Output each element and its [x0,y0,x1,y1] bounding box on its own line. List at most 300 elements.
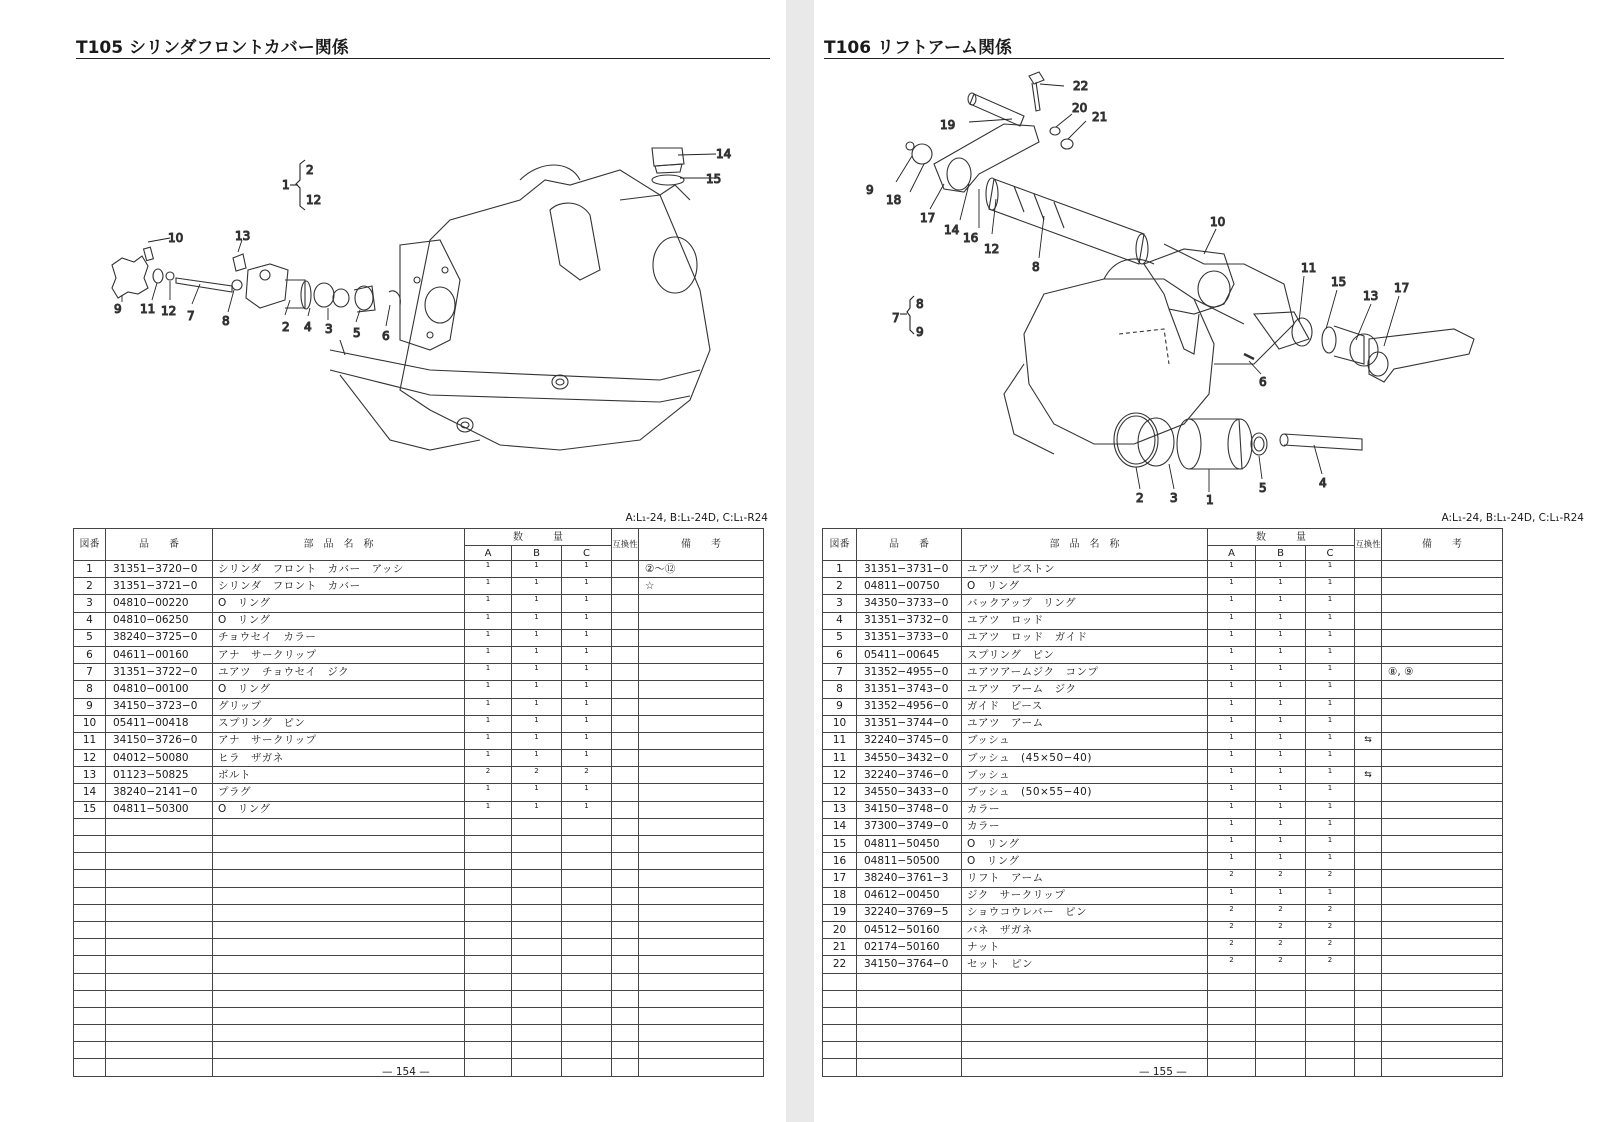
cell-no: 10 [823,715,857,732]
cell-a: 1 [1208,887,1256,904]
cell-no: 9 [74,698,106,715]
cell-c: 1 [1306,887,1355,904]
cell-part: 34150−3726−0 [106,732,213,749]
cell-a: 1 [465,561,512,578]
cell-part: 04810−00100 [106,681,213,698]
cell-c: 2 [1306,939,1355,956]
callout-3: 3 [1170,491,1178,505]
table-row [74,681,764,698]
cell-swap: ⇆ [1355,732,1382,749]
arm-shaft-drawing [986,178,1148,264]
cell-swap [1355,1007,1382,1024]
page-title: T105 シリンダフロントカバー関係 [76,38,349,58]
cell-swap [612,784,639,801]
cell-name: リフト アーム [962,870,1208,887]
page-number: — 154 — [382,1066,430,1078]
cell-part: 05411−00418 [106,715,213,732]
cell-part: 31352−4955−0 [857,664,962,681]
cell-b: 1 [1256,681,1306,698]
cell-part: 04811−00750 [857,578,962,595]
callout-5: 5 [1259,481,1267,495]
cell-swap [612,1042,639,1059]
blank-table-row [823,1042,1503,1059]
cell-c [562,1025,612,1042]
callout-1-range-end: 12 [306,193,322,207]
cell-c: 1 [1306,836,1355,853]
cell-no: 22 [823,956,857,973]
cell-a [465,921,512,938]
cell-c [562,973,612,990]
cell-name: O リング [213,595,465,612]
model-legend: A:L₁-24, B:L₁-24D, C:L₁-R24 [1441,512,1584,524]
cell-name: ナット [962,939,1208,956]
cell-b [512,1025,562,1042]
cell-swap [1355,698,1382,715]
title-rule [76,58,770,59]
cell-a: 1 [465,629,512,646]
cell-name: ユアツアームジク コンプ [962,664,1208,681]
cell-no [74,904,106,921]
cell-b [512,836,562,853]
cell-b [512,870,562,887]
cell-name [213,853,465,870]
cell-no: 6 [823,646,857,663]
callout-14: 14 [944,223,960,237]
cell-part [857,1059,962,1076]
table-row [823,664,1503,681]
cell-swap [1355,990,1382,1007]
cell-no: 4 [74,612,106,629]
cell-c: 2 [1306,870,1355,887]
cell-remarks [639,646,764,663]
cell-c: 1 [1306,612,1355,629]
cell-swap [612,853,639,870]
cell-c: 1 [1306,595,1355,612]
cell-no [74,939,106,956]
cell-b [1256,1007,1306,1024]
cell-swap [612,681,639,698]
cell-swap [1355,956,1382,973]
cell-remarks [1382,698,1503,715]
cell-no: 14 [74,784,106,801]
header-no: 図番 [823,529,857,561]
cell-remarks [639,732,764,749]
cell-name: シリンダ フロント カバー [213,578,465,595]
page-gutter [786,0,814,1122]
cell-swap: ⇆ [1355,767,1382,784]
cell-remarks [1382,801,1503,818]
cell-no: 6 [74,646,106,663]
cell-name: O リング [213,612,465,629]
blank-table-row [823,990,1503,1007]
cell-a: 1 [1208,664,1256,681]
lift-arm-left-drawing [906,93,1039,192]
cell-c: 1 [1306,646,1355,663]
cell-b: 1 [512,629,562,646]
cell-name: ユアツ ロッド ガイド [962,629,1208,646]
cell-part: 02174−50160 [857,939,962,956]
cell-a: 1 [1208,612,1256,629]
cell-remarks [639,715,764,732]
cell-remarks [639,595,764,612]
callout-18: 18 [886,193,902,207]
header-part-name: 部 品 名 称 [962,529,1208,561]
cell-no: 3 [74,595,106,612]
cell-remarks [1382,732,1503,749]
cell-name: スプリング ピン [213,715,465,732]
cell-part [857,1025,962,1042]
cell-swap [1355,784,1382,801]
cell-c: 2 [1306,956,1355,973]
callout-6: 6 [1259,375,1267,389]
cell-remarks: ②〜⑫ [639,561,764,578]
cell-no: 2 [74,578,106,595]
cell-name: アナ サークリップ [213,732,465,749]
header-model-b: B [512,546,562,561]
cell-no [823,1059,857,1076]
cell-b [512,921,562,938]
table-row [823,939,1503,956]
callout-2: 2 [282,320,290,334]
cell-remarks [639,939,764,956]
header-model-a: A [465,546,512,561]
cell-b: 1 [512,681,562,698]
cell-name [213,818,465,835]
cell-swap [1355,870,1382,887]
header-part-name: 部 品 名 称 [213,529,465,561]
table-row [74,561,764,578]
cell-b: 2 [1256,956,1306,973]
table-row [74,715,764,732]
callout-2: 2 [1136,491,1144,505]
cell-swap [612,904,639,921]
cell-part: 37300−3749−0 [857,818,962,835]
cell-b: 1 [512,732,562,749]
cell-name [213,1007,465,1024]
table-row [823,836,1503,853]
cell-remarks [639,750,764,767]
table-row [823,887,1503,904]
cell-c: 1 [1306,801,1355,818]
cell-name [962,1025,1208,1042]
piston-set-drawing [1114,413,1362,469]
cell-name [213,973,465,990]
cell-b [1256,1042,1306,1059]
callout-7: 7 [892,311,900,325]
cell-no: 7 [823,664,857,681]
cell-b: 1 [1256,578,1306,595]
cell-part [857,1007,962,1024]
cell-a: 1 [1208,836,1256,853]
cell-a [465,990,512,1007]
cell-b: 1 [512,646,562,663]
callout-4: 4 [1319,476,1327,490]
blank-table-row [823,1025,1503,1042]
cell-a: 1 [1208,681,1256,698]
plug-drawing [652,148,684,185]
cell-part: 31351−3720−0 [106,561,213,578]
cell-swap [612,921,639,938]
cell-c: 1 [1306,784,1355,801]
blank-table-row [74,887,764,904]
cell-part [106,1007,213,1024]
cell-swap [612,578,639,595]
cell-name: O リング [213,681,465,698]
blank-table-row [74,956,764,973]
cell-b: 1 [512,715,562,732]
cell-swap [612,767,639,784]
callout-3: 3 [325,322,333,336]
cell-swap [1355,595,1382,612]
cell-b [1256,990,1306,1007]
cell-part: 31351−3733−0 [857,629,962,646]
cell-name: バックアップ リング [962,595,1208,612]
cell-swap [1355,818,1382,835]
callout-7-range-start: 8 [916,297,924,311]
cell-name: ユアツ アーム [962,715,1208,732]
cell-c: 1 [562,561,612,578]
callout-12: 12 [984,242,1000,256]
cell-c: 1 [1306,664,1355,681]
cell-swap [1355,646,1382,663]
cell-no: 1 [823,561,857,578]
callout-9: 9 [114,302,122,316]
cell-c [562,990,612,1007]
cell-no: 13 [74,767,106,784]
cell-part: 34150−3748−0 [857,801,962,818]
cell-remarks [1382,887,1503,904]
table-row [823,784,1503,801]
cell-no: 8 [823,681,857,698]
cell-name [213,870,465,887]
cell-no: 7 [74,664,106,681]
cell-no: 12 [823,767,857,784]
cell-part: 31351−3732−0 [857,612,962,629]
cell-a: 1 [1208,750,1256,767]
cell-b: 1 [1256,750,1306,767]
cell-no [823,1025,857,1042]
model-legend: A:L₁-24, B:L₁-24D, C:L₁-R24 [625,512,768,524]
cell-b [512,904,562,921]
cell-remarks [639,629,764,646]
cell-part [106,1042,213,1059]
cell-part: 05411−00645 [857,646,962,663]
cell-part: 38240−3725−0 [106,629,213,646]
cell-part [857,990,962,1007]
cell-name [962,990,1208,1007]
cell-no: 14 [823,818,857,835]
cell-a: 1 [465,595,512,612]
callout-4: 4 [304,320,312,334]
callout-5: 5 [353,326,361,340]
cell-name: O リング [962,836,1208,853]
header-interchangeability: 互換性 [1355,529,1382,561]
table-row [74,629,764,646]
cell-swap [612,990,639,1007]
cell-name [213,1042,465,1059]
cell-remarks [639,1025,764,1042]
cell-b: 1 [1256,664,1306,681]
table-row [74,595,764,612]
cell-b: 2 [1256,939,1306,956]
table-row [74,612,764,629]
cell-a: 1 [465,612,512,629]
table-row [823,818,1503,835]
cell-swap [612,836,639,853]
table-row [74,750,764,767]
blank-table-row [74,818,764,835]
callout-17-left: 17 [920,211,936,225]
cell-no: 15 [823,836,857,853]
cell-swap [612,973,639,990]
cell-b: 1 [1256,612,1306,629]
table-row [823,578,1503,595]
cell-b: 2 [1256,921,1306,938]
cell-b: 2 [512,767,562,784]
cell-c [562,1042,612,1059]
cell-a [465,1059,512,1076]
callout-13: 13 [1363,289,1379,303]
cell-remarks: ☆ [639,578,764,595]
page-number: — 155 — [1139,1066,1187,1078]
cell-remarks [639,990,764,1007]
cell-remarks [639,853,764,870]
cell-c: 1 [562,629,612,646]
callout-15: 15 [706,172,722,186]
blank-table-row [74,921,764,938]
cell-name: ユアツ ロッド [962,612,1208,629]
cell-b [512,1059,562,1076]
cell-remarks [1382,853,1503,870]
table-row [823,801,1503,818]
cell-a: 1 [465,801,512,818]
blank-table-row [74,1042,764,1059]
cell-c [562,921,612,938]
cell-no [823,973,857,990]
table-row [823,698,1503,715]
cell-remarks [1382,973,1503,990]
blank-table-row [74,836,764,853]
table-row [823,646,1503,663]
cell-a [465,956,512,973]
cell-c: 1 [562,732,612,749]
header-part-number: 品 番 [106,529,213,561]
cell-name: ブッシュ (50×55−40) [962,784,1208,801]
cell-a [1208,1059,1256,1076]
cell-part [106,956,213,973]
callout-11: 11 [140,302,156,316]
cell-remarks [1382,1042,1503,1059]
cell-part: 34350−3733−0 [857,595,962,612]
cell-c: 2 [1306,921,1355,938]
cell-part [106,887,213,904]
page-155 [814,0,1600,1122]
callout-21: 21 [1092,110,1108,124]
cell-c: 1 [1306,578,1355,595]
right-arm-parts-drawing [1244,312,1474,382]
cell-c [562,956,612,973]
cell-part: 34550−3432−0 [857,750,962,767]
cell-name: ジク サークリップ [962,887,1208,904]
cell-swap [612,1007,639,1024]
cell-remarks [639,1059,764,1076]
cell-swap [612,595,639,612]
cell-no [74,818,106,835]
page-154 [0,0,786,1122]
cell-name: ブッシュ (45×50−40) [962,750,1208,767]
cell-remarks [1382,870,1503,887]
cell-name [213,956,465,973]
cell-b: 1 [1256,646,1306,663]
cell-c: 1 [562,681,612,698]
cell-name: ショウコウレバー ピン [962,904,1208,921]
cell-b [512,973,562,990]
blank-table-row [74,1025,764,1042]
cell-b: 1 [1256,853,1306,870]
cell-no: 4 [823,612,857,629]
cell-name: ボルト [213,767,465,784]
cell-part [106,870,213,887]
cell-part: 04810−06250 [106,612,213,629]
cell-swap [1355,921,1382,938]
cell-a [465,836,512,853]
cell-part: 38240−2141−0 [106,784,213,801]
cell-c [562,904,612,921]
cell-name [213,887,465,904]
cell-a: 1 [1208,561,1256,578]
cell-remarks [639,904,764,921]
callout-14: 14 [716,147,732,161]
header-quantity: 数 量 [465,529,612,546]
blank-table-row [823,973,1503,990]
lift-arm-diagram [864,64,1524,514]
cell-no: 11 [823,750,857,767]
cell-c: 2 [562,767,612,784]
cell-name [962,1007,1208,1024]
cell-a [1208,990,1256,1007]
parts-table-body [74,561,764,1077]
cell-part: 31351−3721−0 [106,578,213,595]
cell-c [1306,1007,1355,1024]
cell-name: O リング [213,801,465,818]
cell-remarks [1382,939,1503,956]
cell-name: シリンダ フロント カバー アッシ [213,561,465,578]
table-row [74,646,764,663]
cell-swap [1355,578,1382,595]
cell-part: 34150−3723−0 [106,698,213,715]
cell-name: ユアツ アーム ジク [962,681,1208,698]
cell-name [213,990,465,1007]
cell-b: 1 [512,698,562,715]
table-row [74,698,764,715]
cell-swap [1355,561,1382,578]
cell-part: 34550−3433−0 [857,784,962,801]
cell-no: 10 [74,715,106,732]
header-model-c: C [562,546,612,561]
cell-a: 1 [465,715,512,732]
callout-1: 1 [282,178,290,192]
callout-7: 7 [187,309,195,323]
cell-c [562,1007,612,1024]
cell-a [1208,1007,1256,1024]
cell-a: 2 [465,767,512,784]
table-row [74,801,764,818]
cell-no: 5 [823,629,857,646]
callout-7-range-end: 9 [916,325,924,339]
cell-name: アナ サークリップ [213,646,465,663]
cell-part: 32240−3745−0 [857,732,962,749]
cell-no: 15 [74,801,106,818]
